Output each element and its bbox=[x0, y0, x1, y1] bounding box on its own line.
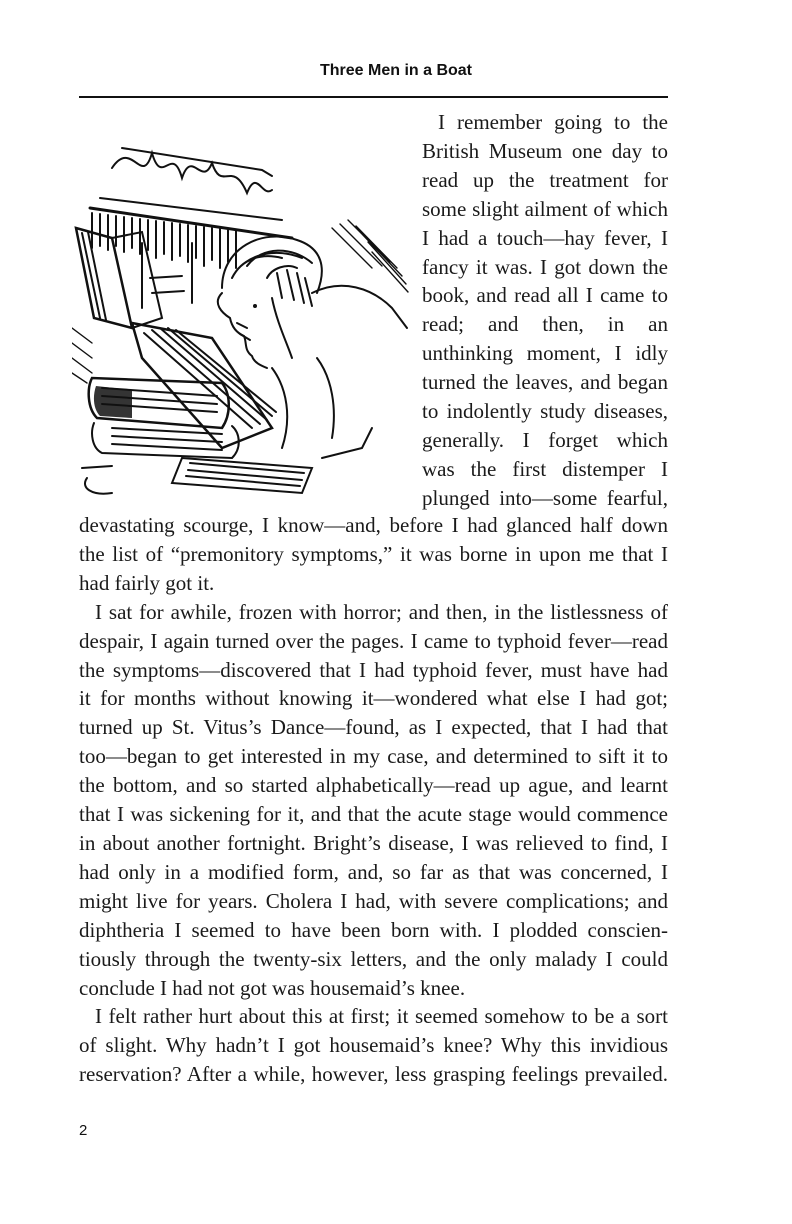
text-line: I felt rather hurt about this at first; it seemed somehow to be a sort bbox=[95, 1004, 668, 1029]
text-line: book, and read all I came to bbox=[422, 283, 668, 308]
main-text-column bbox=[79, 511, 668, 1089]
text-line: devastating scourge, I know—and, before I had glanced half down bbox=[79, 513, 668, 537]
text-line: I sat for awhile, frozen with horror; and then, in the listlessness of bbox=[95, 599, 668, 624]
paragraph-3 bbox=[79, 1002, 668, 1089]
illustration-man-reading-books bbox=[72, 128, 412, 498]
text-line: tiously through the twenty-six letters, and the only malady I could bbox=[79, 946, 668, 971]
running-header-title: Three Men in a Boat bbox=[319, 62, 473, 79]
text-line: despair, I again turned over the pages. I came to typhoid fever—read bbox=[79, 628, 668, 653]
text-line: diphtheria I seemed to have been born with. I plodded conscien- bbox=[79, 917, 668, 942]
text-line: the bottom, and so started alphabetically—read up ague, and learnt bbox=[79, 773, 668, 798]
text-line: had only in a modified form, and, so far as that was concerned, I bbox=[79, 859, 668, 884]
text-line: read up the treatment for bbox=[422, 167, 668, 192]
text-line: in about another fortnight. Bright’s disease, I was relieved to find, I bbox=[79, 830, 668, 855]
paragraph-2 bbox=[79, 598, 668, 1003]
text-line: too—began to get interested in my case, and determined to sift it to bbox=[79, 744, 668, 769]
wrapped-text-column bbox=[422, 108, 668, 513]
text-line: turned up St. Vitus’s Dance—found, as I expected, that I had that bbox=[79, 715, 668, 740]
text-line: fancy it was. I got down the bbox=[422, 254, 668, 279]
text-line: reservation? After a while, however, less grasping feelings prevailed. bbox=[79, 1062, 668, 1087]
header-rule bbox=[79, 96, 668, 98]
text-line: British Museum one day to bbox=[422, 138, 668, 163]
text-line: unthinking moment, I idly bbox=[422, 341, 668, 366]
text-line: had fairly got it. bbox=[79, 570, 215, 595]
text-line: the symptoms—discovered that I had typhoid fever, must have had bbox=[79, 657, 668, 682]
text-line: I had a touch—hay fever, I bbox=[422, 225, 668, 250]
text-line: it for months without knowing it—wondered what else I had got; bbox=[79, 686, 668, 711]
text-line: I remember going to the bbox=[438, 110, 668, 134]
text-line: some slight ailment of which bbox=[422, 196, 668, 221]
text-line: conclude I had not got was housemaid’s knee. bbox=[79, 975, 466, 1000]
text-line: generally. I forget which bbox=[422, 427, 668, 452]
text-line: was the first distemper I bbox=[422, 456, 668, 481]
text-line: of slight. Why hadn’t I got housemaid’s knee? Why this invidious bbox=[79, 1033, 668, 1058]
text-line: might live for years. Cholera I had, with severe complications; and bbox=[79, 888, 668, 913]
text-line: turned the leaves, and began bbox=[422, 370, 668, 395]
text-line: the list of “premonitory symptoms,” it was borne in upon me that I bbox=[79, 541, 668, 566]
page-number: 2 bbox=[79, 1122, 88, 1139]
paragraph-1-continued bbox=[79, 511, 668, 598]
text-line: to indolently study diseases, bbox=[422, 399, 668, 424]
text-line: plunged into—some fearful, bbox=[422, 485, 668, 510]
text-line: read; and then, in an bbox=[422, 312, 668, 337]
text-line: that I was sickening for it, and that the acute stage would commence bbox=[79, 802, 668, 827]
